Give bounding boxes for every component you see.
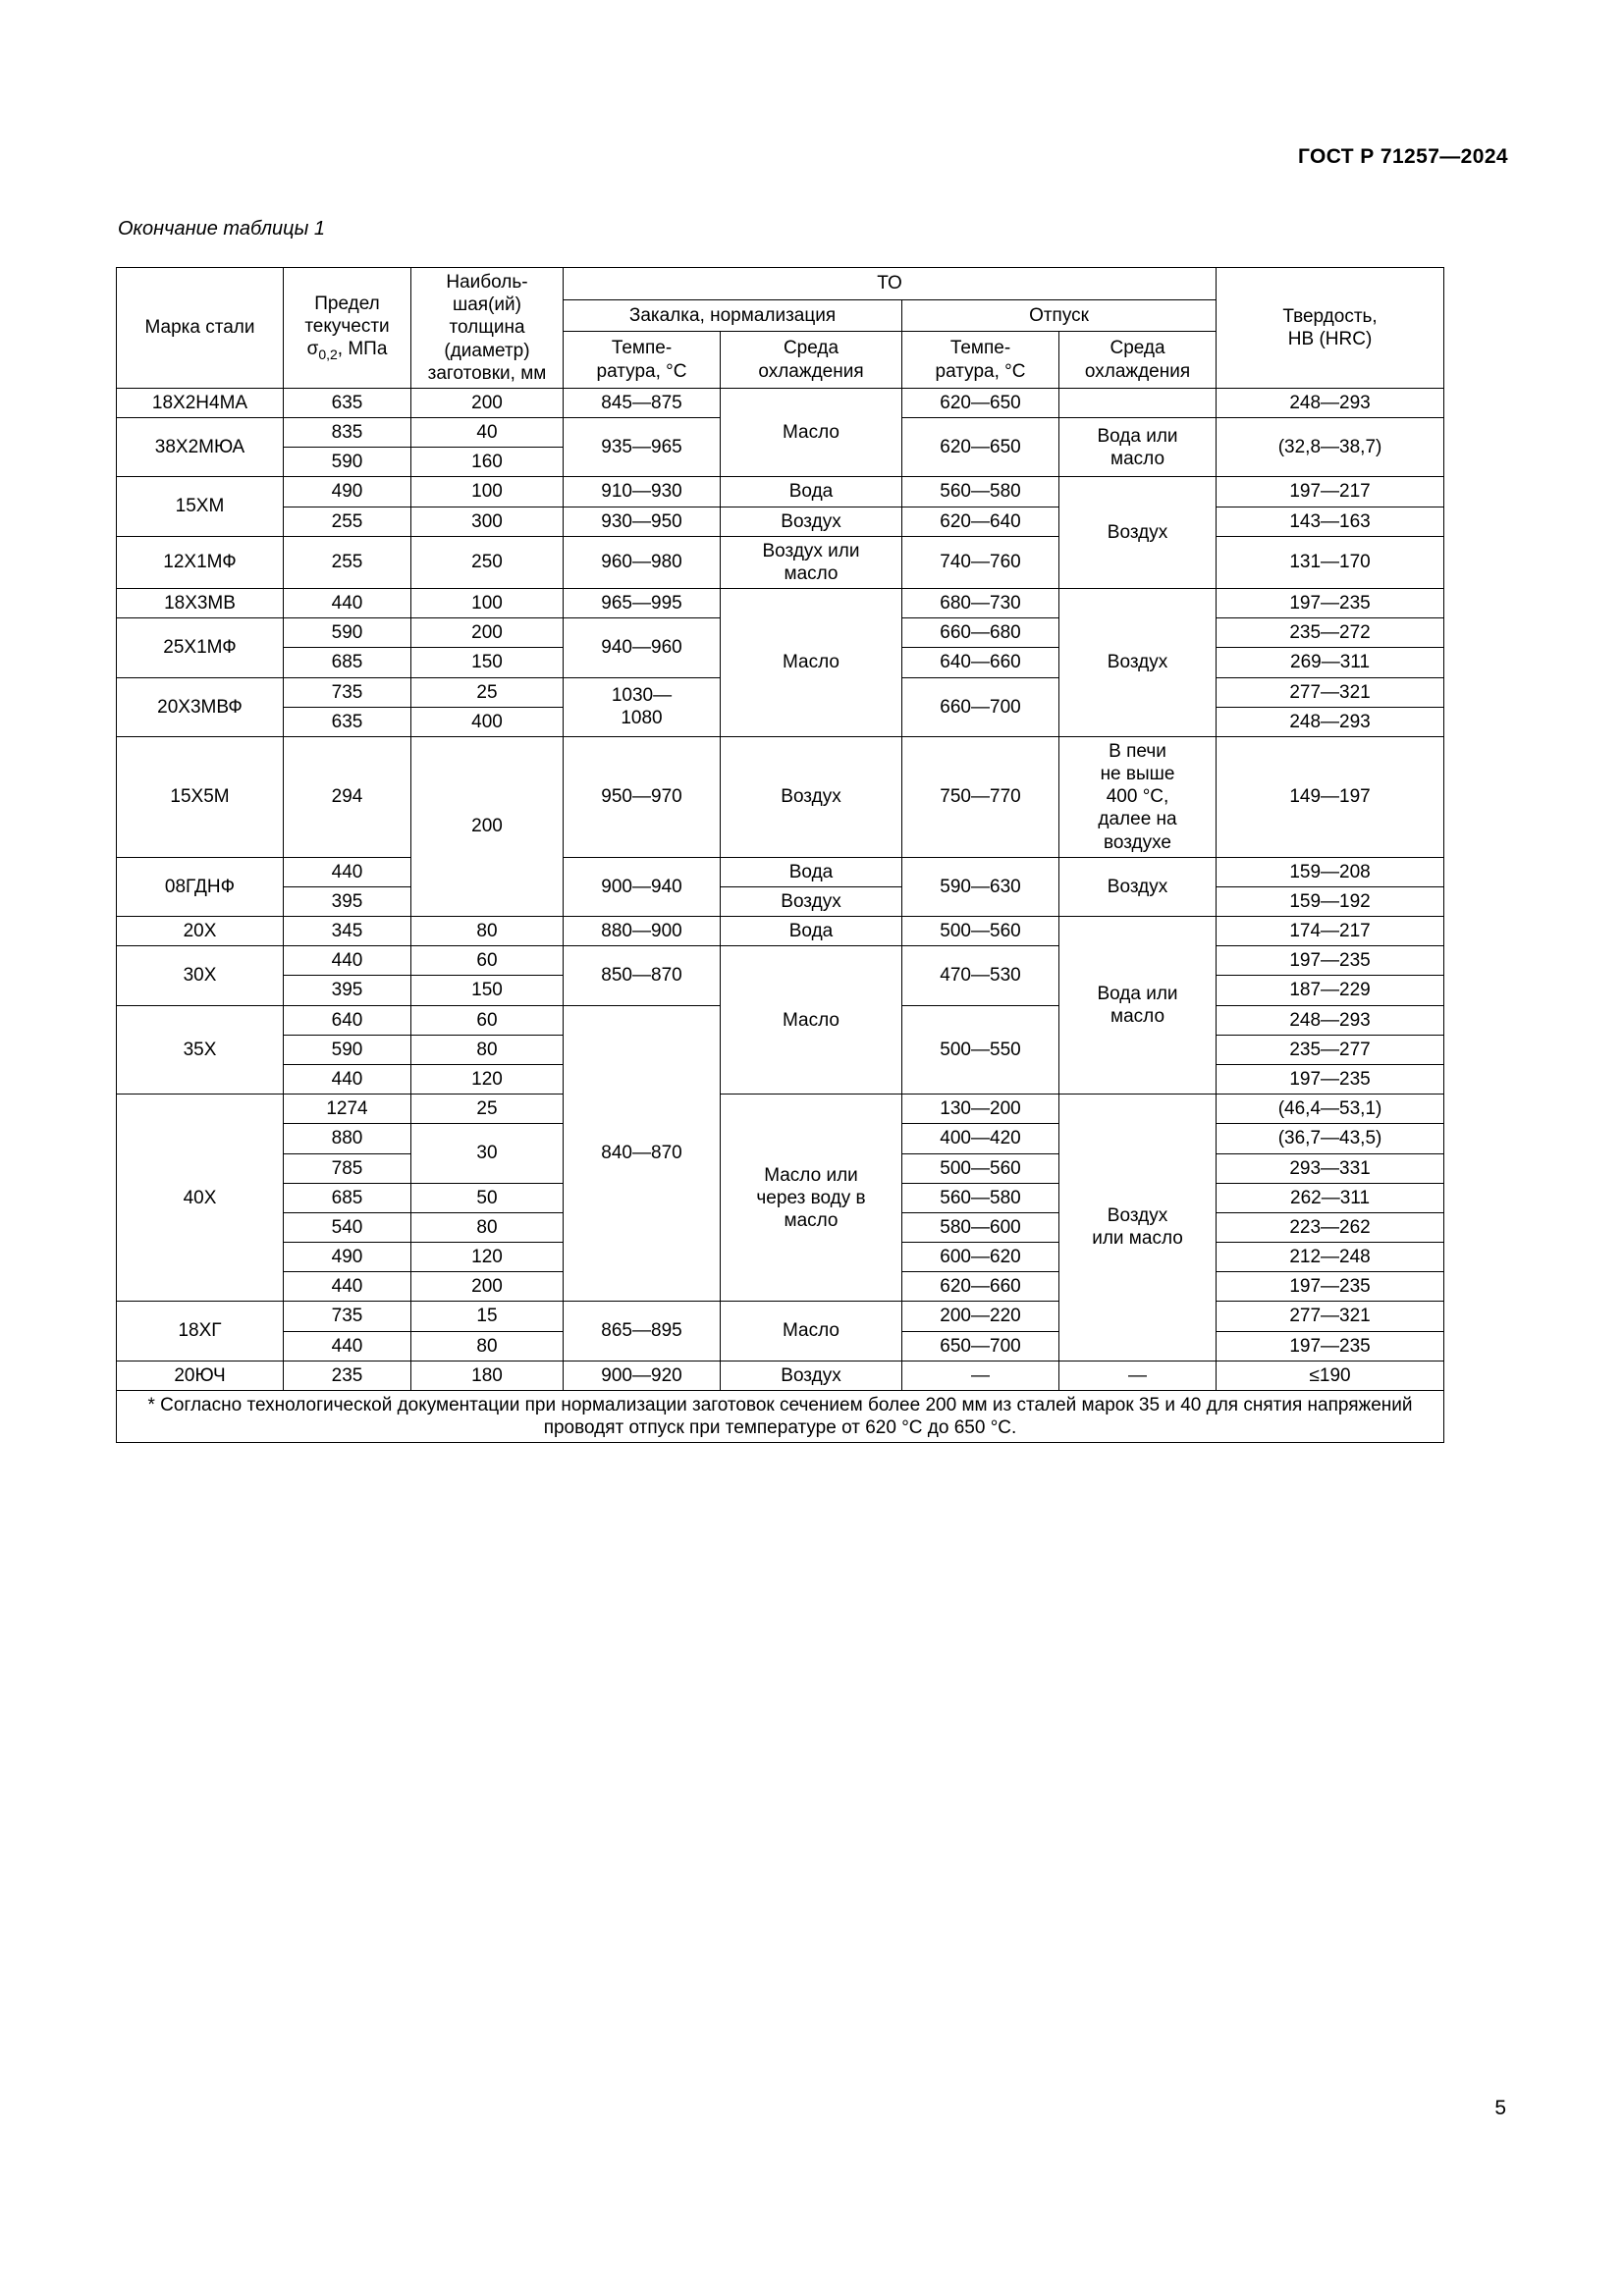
header-temp-line2: ратура, °С xyxy=(596,360,687,382)
cell-temper-temp: 400—420 xyxy=(902,1124,1059,1153)
cell-thickness: 80 xyxy=(411,917,564,946)
cell-hardness: 212—248 xyxy=(1217,1243,1444,1272)
cell-hardness: 269—311 xyxy=(1217,648,1444,677)
cell-hardness: 248—293 xyxy=(1217,388,1444,417)
cell-hardness: 223—262 xyxy=(1217,1212,1444,1242)
cell-quench-temp: 880—900 xyxy=(564,917,721,946)
cell-yield: 235 xyxy=(284,1361,411,1390)
cell-temper-temp: 470—530 xyxy=(902,946,1059,1005)
cell-temper-medium: Воздух или масло xyxy=(1059,1095,1217,1362)
cell-quench-medium: Воздух xyxy=(721,507,902,536)
cell-thickness: 120 xyxy=(411,1243,564,1272)
cell-quench-medium: Масло или через воду в масло xyxy=(721,1095,902,1302)
cell-hardness: 197—235 xyxy=(1217,1272,1444,1302)
cell-temper-temp: 500—560 xyxy=(902,1153,1059,1183)
cell-yield: 635 xyxy=(284,388,411,417)
cell-quench-temp: 1030— 1080 xyxy=(564,677,721,736)
cell-quench-medium: Вода xyxy=(721,857,902,886)
header-temp2-line1: Темпе- xyxy=(949,338,1011,359)
cell-thickness: 180 xyxy=(411,1361,564,1390)
cell-temper-temp: 600—620 xyxy=(902,1243,1059,1272)
cell-steel-grade: 20Х3МВФ xyxy=(117,677,284,736)
cell-temper-temp: 590—630 xyxy=(902,857,1059,916)
cell-steel-grade: 18Х2Н4МА xyxy=(117,388,284,417)
cell-quench-medium: Масло xyxy=(721,388,902,477)
cell-hardness: 187—229 xyxy=(1217,976,1444,1005)
cell-steel-grade: 38Х2МЮА xyxy=(117,418,284,477)
cell-hardness: 235—277 xyxy=(1217,1035,1444,1064)
cell-temper-temp: 660—680 xyxy=(902,618,1059,648)
cell-temper-temp: 580—600 xyxy=(902,1212,1059,1242)
cell-temper-temp: 130—200 xyxy=(902,1095,1059,1124)
cell-temper-temp: 740—760 xyxy=(902,536,1059,588)
table-row xyxy=(117,886,1444,916)
cell-yield: 735 xyxy=(284,677,411,707)
cell-yield: 395 xyxy=(284,976,411,1005)
cell-temper-temp: 640—660 xyxy=(902,648,1059,677)
cell-temper-medium: Вода или масло xyxy=(1059,418,1217,477)
cell-thickness: 160 xyxy=(411,448,564,477)
cell-quench-temp: 900—940 xyxy=(564,857,721,916)
cell-yield: 294 xyxy=(284,736,411,857)
cell-quench-temp: 910—930 xyxy=(564,477,721,507)
cell-temper-temp: 750—770 xyxy=(902,736,1059,857)
cell-temper-temp: 620—650 xyxy=(902,418,1059,477)
cell-steel-grade: 18ХГ xyxy=(117,1302,284,1361)
cell-thickness: 200 xyxy=(411,1272,564,1302)
cell-yield: 440 xyxy=(284,589,411,618)
header-hardness-line2: НВ (HRC) xyxy=(1287,328,1373,349)
cell-steel-grade: 08ГДНФ xyxy=(117,857,284,916)
cell-temper-temp: — xyxy=(902,1361,1059,1390)
cell-temper-temp: 620—640 xyxy=(902,507,1059,536)
header-medium-line2: охлаждения xyxy=(758,360,864,382)
table-caption: Окончание таблицы 1 xyxy=(118,218,326,240)
header-hardness-line1: Твердость, xyxy=(1282,305,1378,327)
table-row xyxy=(117,857,1444,886)
cell-thickness: 80 xyxy=(411,1212,564,1242)
cell-yield: 835 xyxy=(284,418,411,448)
cell-steel-grade: 15ХМ xyxy=(117,477,284,536)
header-thickness-line1: Наиболь- xyxy=(446,272,528,293)
header-medium-line1: Среда xyxy=(783,338,839,359)
table-row xyxy=(117,1302,1444,1331)
cell-yield: 635 xyxy=(284,707,411,736)
cell-temper-medium xyxy=(1059,388,1217,417)
header-hardness xyxy=(1217,268,1444,389)
cell-temper-temp: 560—580 xyxy=(902,477,1059,507)
cell-yield: 255 xyxy=(284,536,411,588)
cell-yield: 440 xyxy=(284,946,411,976)
cell-yield: 345 xyxy=(284,917,411,946)
cell-temper-medium: Вода или масло xyxy=(1059,917,1217,1095)
header-medium2-line2: охлаждения xyxy=(1084,360,1191,382)
cell-quench-medium: Масло xyxy=(721,589,902,737)
cell-thickness: 15 xyxy=(411,1302,564,1331)
cell-yield: 440 xyxy=(284,857,411,886)
cell-temper-medium: В печи не выше 400 °С, далее на воздухе xyxy=(1059,736,1217,857)
cell-temper-medium: Воздух xyxy=(1059,589,1217,737)
cell-hardness: 262—311 xyxy=(1217,1183,1444,1212)
table-row xyxy=(117,1095,1444,1124)
cell-thickness: 40 xyxy=(411,418,564,448)
table-row xyxy=(117,388,1444,417)
table-header-row-1 xyxy=(117,268,1444,300)
cell-hardness: 159—208 xyxy=(1217,857,1444,886)
sigma-units: , МПа xyxy=(337,339,388,360)
table-row xyxy=(117,507,1444,536)
cell-yield: 880 xyxy=(284,1124,411,1153)
cell-quench-temp: 845—875 xyxy=(564,388,721,417)
cell-quench-temp: 840—870 xyxy=(564,1005,721,1302)
cell-quench-temp: 950—970 xyxy=(564,736,721,857)
cell-thickness: 150 xyxy=(411,648,564,677)
cell-thickness: 50 xyxy=(411,1183,564,1212)
cell-thickness: 60 xyxy=(411,1005,564,1035)
cell-temper-temp: 650—700 xyxy=(902,1331,1059,1361)
cell-hardness: 131—170 xyxy=(1217,536,1444,588)
header-thickness-line2: шая(ий) xyxy=(453,294,521,316)
cell-temper-temp: 500—550 xyxy=(902,1005,1059,1095)
cell-steel-grade: 35Х xyxy=(117,1005,284,1095)
cell-temper-temp: 620—660 xyxy=(902,1272,1059,1302)
cell-yield: 640 xyxy=(284,1005,411,1035)
cell-thickness: 30 xyxy=(411,1124,564,1183)
header-to: ТО xyxy=(564,268,1217,300)
cell-thickness: 400 xyxy=(411,707,564,736)
cell-thickness: 200 xyxy=(411,618,564,648)
cell-hardness: (36,7—43,5) xyxy=(1217,1124,1444,1153)
cell-quench-medium: Вода xyxy=(721,917,902,946)
cell-hardness: 248—293 xyxy=(1217,1005,1444,1035)
cell-quench-medium: Вода xyxy=(721,477,902,507)
cell-hardness: 197—235 xyxy=(1217,1064,1444,1094)
sigma-subscript: 0,2 xyxy=(318,346,338,362)
cell-hardness: 277—321 xyxy=(1217,677,1444,707)
cell-temper-temp: 660—700 xyxy=(902,677,1059,736)
table-row xyxy=(117,946,1444,976)
table-row xyxy=(117,917,1444,946)
cell-temper-temp: 500—560 xyxy=(902,917,1059,946)
cell-temper-medium: Воздух xyxy=(1059,477,1217,589)
cell-hardness: 277—321 xyxy=(1217,1302,1444,1331)
cell-steel-grade: 30Х xyxy=(117,946,284,1005)
header-yield-line2: текучести xyxy=(304,315,390,337)
cell-hardness: 293—331 xyxy=(1217,1153,1444,1183)
cell-hardness: (32,8—38,7) xyxy=(1217,418,1444,477)
cell-yield: 440 xyxy=(284,1331,411,1361)
header-temp2-line2: ратура, °С xyxy=(935,360,1026,382)
cell-thickness: 25 xyxy=(411,677,564,707)
header-yield-line3 xyxy=(306,339,388,362)
table-row xyxy=(117,736,1444,857)
header-temper-temperature xyxy=(902,332,1059,389)
table-body xyxy=(117,388,1444,1390)
cell-yield: 395 xyxy=(284,886,411,916)
cell-quench-medium: Масло xyxy=(721,946,902,1095)
header-thickness-line4: (диаметр) xyxy=(444,340,530,361)
header-quench-temperature xyxy=(564,332,721,389)
cell-quench-medium: Масло xyxy=(721,1302,902,1361)
cell-quench-medium: Воздух xyxy=(721,736,902,857)
table-row xyxy=(117,477,1444,507)
cell-temper-temp: 620—650 xyxy=(902,388,1059,417)
cell-thickness: 100 xyxy=(411,589,564,618)
cell-hardness: 197—235 xyxy=(1217,1331,1444,1361)
header-medium2-line1: Среда xyxy=(1110,338,1165,359)
cell-steel-grade: 25Х1МФ xyxy=(117,618,284,677)
table-row xyxy=(117,589,1444,618)
cell-thickness: 60 xyxy=(411,946,564,976)
cell-hardness: 197—217 xyxy=(1217,477,1444,507)
cell-yield: 440 xyxy=(284,1064,411,1094)
cell-steel-grade: 18Х3МВ xyxy=(117,589,284,618)
header-temper-medium xyxy=(1059,332,1217,389)
cell-quench-temp: 930—950 xyxy=(564,507,721,536)
cell-quench-temp: 960—980 xyxy=(564,536,721,588)
cell-thickness: 100 xyxy=(411,477,564,507)
cell-yield: 540 xyxy=(284,1212,411,1242)
cell-quench-temp: 935—965 xyxy=(564,418,721,477)
cell-yield: 735 xyxy=(284,1302,411,1331)
cell-quench-medium: Воздух xyxy=(721,886,902,916)
cell-yield: 785 xyxy=(284,1153,411,1183)
heat-treatment-table xyxy=(116,267,1444,1443)
cell-hardness: ≤190 xyxy=(1217,1361,1444,1390)
header-temp-line1: Темпе- xyxy=(611,338,673,359)
cell-quench-temp: 850—870 xyxy=(564,946,721,1005)
cell-steel-grade: 20Х xyxy=(117,917,284,946)
cell-yield: 590 xyxy=(284,1035,411,1064)
cell-yield: 685 xyxy=(284,1183,411,1212)
header-thickness xyxy=(411,268,564,389)
header-yield-line1: Предел xyxy=(314,293,380,314)
cell-yield: 1274 xyxy=(284,1095,411,1124)
cell-hardness: (46,4—53,1) xyxy=(1217,1095,1444,1124)
header-thickness-line5: заготовки, мм xyxy=(427,362,547,384)
table-container xyxy=(116,267,1443,1443)
cell-thickness: 250 xyxy=(411,536,564,588)
header-yield-strength xyxy=(284,268,411,389)
cell-quench-temp: 940—960 xyxy=(564,618,721,677)
cell-hardness: 248—293 xyxy=(1217,707,1444,736)
cell-hardness: 197—235 xyxy=(1217,589,1444,618)
cell-yield: 440 xyxy=(284,1272,411,1302)
cell-quench-medium: Воздух xyxy=(721,1361,902,1390)
cell-quench-temp: 865—895 xyxy=(564,1302,721,1361)
cell-thickness: 200 xyxy=(411,388,564,417)
cell-quench-temp: 965—995 xyxy=(564,589,721,618)
cell-yield: 590 xyxy=(284,618,411,648)
cell-thickness: 80 xyxy=(411,1331,564,1361)
cell-hardness: 197—235 xyxy=(1217,946,1444,976)
cell-quench-medium: Воздух или масло xyxy=(721,536,902,588)
cell-yield: 255 xyxy=(284,507,411,536)
page-header-standard: ГОСТ Р 71257—2024 xyxy=(1297,145,1508,168)
table-row xyxy=(117,536,1444,588)
cell-thickness: 300 xyxy=(411,507,564,536)
header-quenching: Закалка, нормализация xyxy=(564,299,902,332)
cell-quench-temp: 900—920 xyxy=(564,1361,721,1390)
cell-thickness: 150 xyxy=(411,976,564,1005)
cell-temper-medium: — xyxy=(1059,1361,1217,1390)
cell-thickness: 200 xyxy=(411,736,564,916)
cell-yield: 490 xyxy=(284,1243,411,1272)
header-thickness-line3: толщина xyxy=(449,317,525,339)
header-steel-grade: Марка стали xyxy=(117,268,284,389)
cell-thickness: 80 xyxy=(411,1035,564,1064)
sigma-symbol: σ xyxy=(306,339,319,360)
cell-thickness: 120 xyxy=(411,1064,564,1094)
table-footnote: * Согласно технологической документации при нормализации заготовок сечением более 200 мм из сталей марок 35 и 40 для снятия напряжений проводят отпуск при температуре от 620 °С до 650 °С. xyxy=(117,1390,1444,1442)
cell-steel-grade: 20ЮЧ xyxy=(117,1361,284,1390)
cell-hardness: 143—163 xyxy=(1217,507,1444,536)
header-quench-medium xyxy=(721,332,902,389)
cell-temper-temp: 560—580 xyxy=(902,1183,1059,1212)
cell-hardness: 235—272 xyxy=(1217,618,1444,648)
page-number: 5 xyxy=(1494,2097,1506,2119)
table-footnote-row xyxy=(117,1390,1444,1442)
cell-yield: 490 xyxy=(284,477,411,507)
cell-yield: 590 xyxy=(284,448,411,477)
cell-hardness: 174—217 xyxy=(1217,917,1444,946)
cell-thickness: 25 xyxy=(411,1095,564,1124)
cell-temper-temp: 200—220 xyxy=(902,1302,1059,1331)
cell-hardness: 159—192 xyxy=(1217,886,1444,916)
cell-temper-temp: 680—730 xyxy=(902,589,1059,618)
cell-steel-grade: 12Х1МФ xyxy=(117,536,284,588)
cell-steel-grade: 40Х xyxy=(117,1095,284,1302)
table-row xyxy=(117,1361,1444,1390)
cell-temper-medium: Воздух xyxy=(1059,857,1217,916)
cell-yield: 685 xyxy=(284,648,411,677)
cell-steel-grade: 15Х5М xyxy=(117,736,284,857)
cell-hardness: 149—197 xyxy=(1217,736,1444,857)
header-tempering: Отпуск xyxy=(902,299,1217,332)
